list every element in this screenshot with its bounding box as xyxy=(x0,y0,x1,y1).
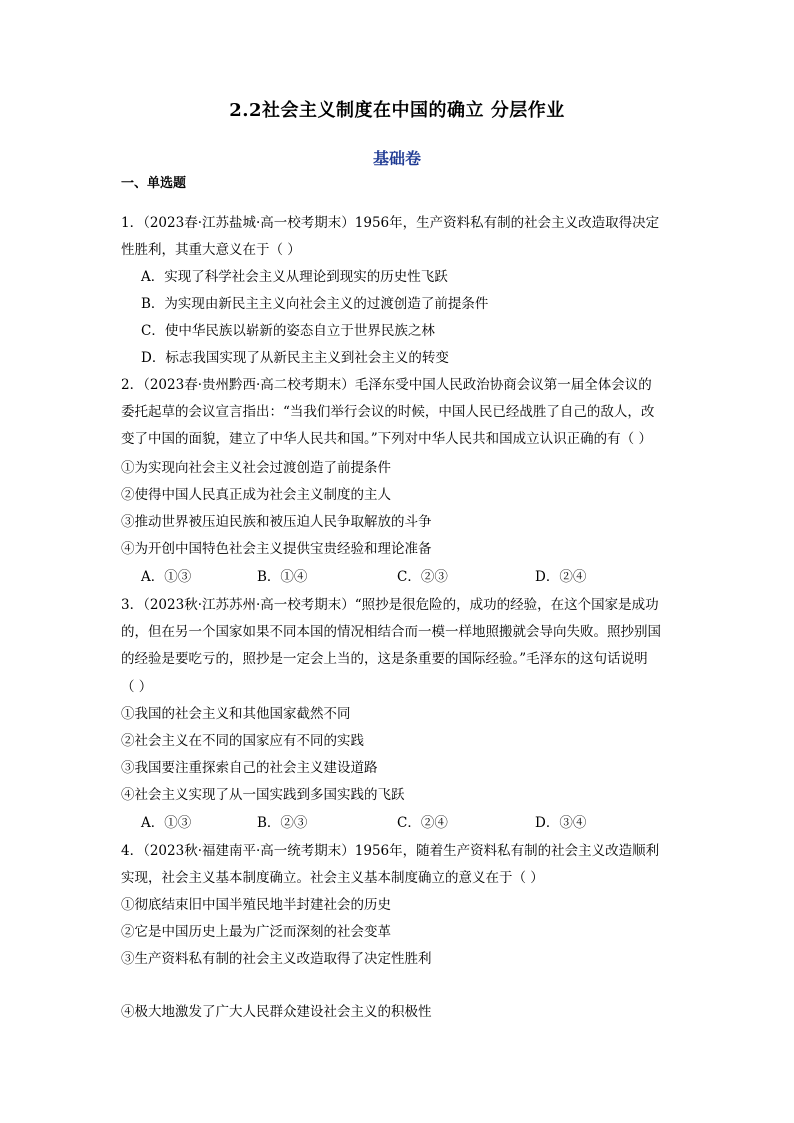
q1-option-d: D．标志我国实现了从新民主主义到社会主义的转变 xyxy=(141,350,449,366)
q2-statement-1: ①为实现向社会主义社会过渡创造了前提条件 xyxy=(121,460,391,476)
q1-option-c: C．使中华民族以崭新的姿态自立于世界民族之林 xyxy=(141,323,435,339)
q2-statement-3: ③推动世界被压迫民族和被压迫人民争取解放的斗争 xyxy=(121,514,432,530)
q1-stem-line-2: 性胜利，其重大意义在于（ ） xyxy=(121,242,301,258)
q2-option-b: B．①④ xyxy=(257,569,308,585)
q3-statement-1: ①我国的社会主义和其他国家截然不同 xyxy=(121,706,351,722)
q3-statement-2: ②社会主义在不同的国家应有不同的实践 xyxy=(121,733,364,749)
q3-statement-4: ④社会主义实现了从一国实践到多国实践的飞跃 xyxy=(121,787,405,803)
page-subtitle: 基础卷 xyxy=(372,149,421,168)
q2-stem-line-1: 2．（2023春·贵州黔西·高二校考期末）毛泽东受中国人民政治协商会议第一届全体会议的 xyxy=(121,377,652,393)
q2-option-c: C．②③ xyxy=(397,569,448,585)
q1-stem-line-1: 1．（2023春·江苏盐城·高一校考期末）1956年，生产资料私有制的社会主义改造取得决定 xyxy=(121,215,660,231)
q2-statement-4: ④为开创中国特色社会主义提供宝贵经验和理论准备 xyxy=(121,541,432,557)
q3-option-c: C．②④ xyxy=(397,815,448,831)
q4-statement-2: ②它是中国历史上最为广泛而深刻的社会变革 xyxy=(121,924,391,940)
q3-statement-3: ③我国要注重探索自己的社会主义建设道路 xyxy=(121,760,378,776)
q4-stem-line-2: 实现，社会主义基本制度确立。社会主义基本制度确立的意义在于（ ） xyxy=(121,870,544,886)
q2-stem-line-2: 委托起草的会议宣言指出：“当我们举行会议的时候，中国人民已经战胜了自己的敌人，改 xyxy=(121,404,655,420)
page-title: 2.2社会主义制度在中国的确立 分层作业 xyxy=(229,100,565,121)
q2-option-a: A．①③ xyxy=(141,569,192,585)
q3-stem-line-3: 的经验是要吃亏的，照抄是一定会上当的，这是条重要的国际经验。”毛泽东的这句话说明 xyxy=(121,651,648,667)
q3-option-b: B．②③ xyxy=(257,815,308,831)
q4-statement-4: ④极大地激发了广大人民群众建设社会主义的积极性 xyxy=(121,1004,432,1020)
q1-option-a: A．实现了科学社会主义从理论到现实的历史性飞跃 xyxy=(141,269,448,285)
q4-stem-line-1: 4．（2023秋·福建南平·高一统考期末）1956年，随着生产资料私有制的社会主义改造顺利 xyxy=(121,843,660,859)
q2-option-d: D．②④ xyxy=(535,569,587,585)
q3-stem-line-4: （ ） xyxy=(121,679,153,695)
q3-option-a: A．①③ xyxy=(141,815,192,831)
q1-option-b: B．为实现由新民主主义向社会主义的过渡创造了前提条件 xyxy=(141,296,489,312)
section-heading: 一、单选题 xyxy=(121,176,187,191)
q4-statement-1: ①彻底结束旧中国半殖民地半封建社会的历史 xyxy=(121,897,391,913)
q3-option-d: D．③④ xyxy=(535,815,587,831)
q3-stem-line-1: 3．（2023秋·江苏苏州·高一校考期末）“照抄是很危险的，成功的经验，在这个国家是成功 xyxy=(121,597,659,613)
q3-stem-line-2: 的，但在另一个国家如果不同本国的情况相结合而一模一样地照搬就会导向失败。照抄别国 xyxy=(121,624,661,640)
q2-statement-2: ②使得中国人民真正成为社会主义制度的主人 xyxy=(121,487,391,503)
q4-statement-3: ③生产资料私有制的社会主义改造取得了决定性胜利 xyxy=(121,951,432,967)
q2-stem-line-3: 变了中国的面貌，建立了中华人民共和国。”下列对中华人民共和国成立认识正确的有（ ） xyxy=(121,431,652,447)
